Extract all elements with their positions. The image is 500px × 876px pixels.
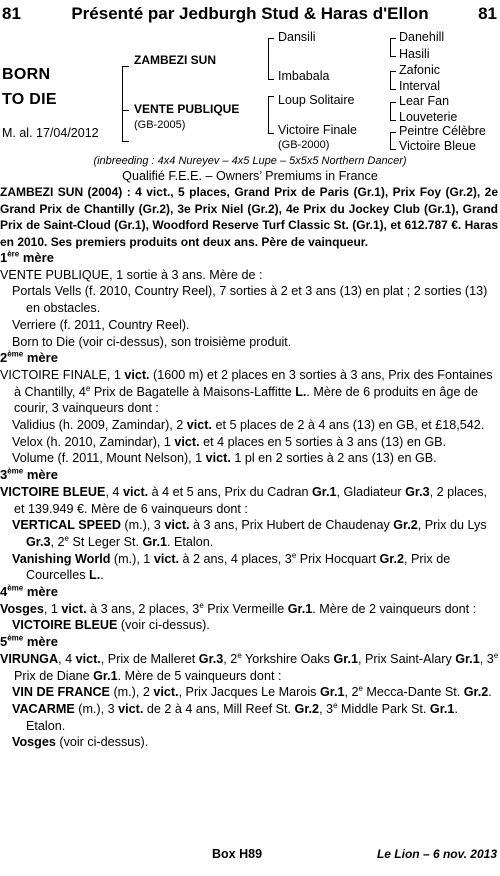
pedigree-bracket-g3-1 — [390, 38, 396, 57]
pedigree-sire: ZAMBEZI SUN — [134, 53, 216, 67]
third-dam-heading: 3ème mère — [0, 466, 58, 483]
fifth-dam-produce-1: VIN DE FRANCE (m.), 2 vict., Prix Jacques Le Marois Gr.1, 2e Mecca-Dante St. Gr.2. — [12, 684, 492, 700]
horse-name-line1: BORN — [2, 66, 51, 83]
second-dam-intro: VICTOIRE FINALE, 1 vict. (1600 m) et 2 places en 3 sorties à 3 ans, Prix des Fontaines à Chantilly, 4e Prix de Bagatelle à Maisons-Laffitte L.. Mère de 6 produits en âge de courir, 3 vainqueurs dont : — [0, 367, 493, 416]
fourth-dam-intro: Vosges, 1 vict. à 3 ans, 2 places, 3e Prix Vermeille Gr.1. Mère de 2 vainqueurs dont : — [0, 600, 477, 616]
box-number: Box H89 — [212, 847, 263, 861]
third-dam-intro: VICTOIRE BLEUE, 4 vict. à 4 et 5 ans, Prix du Cadran Gr.1, Gladiateur Gr.3, 2 places, et 139.949 €. Mère de 6 vainqueurs dont : — [0, 484, 488, 516]
fifth-dam-heading: 5ème mère — [0, 633, 58, 650]
first-dam-produce-3: Born to Die (voir ci-dessus), son troisième produit. — [12, 334, 292, 349]
fifth-dam-produce-2: VACARME (m.), 3 vict. de 2 à 4 ans, Mill Reef St. Gr.2, 3e Middle Park St. Gr.1. Etalon. — [12, 700, 458, 733]
pedigree-dam-note: (GB-2005) — [134, 119, 186, 131]
pedigree-g3-7: Peintre Célèbre — [399, 124, 486, 138]
pedigree-g3-5: Lear Fan — [399, 94, 450, 108]
sale-venue-date: Le Lion – 6 nov. 2013 — [376, 847, 497, 861]
second-dam-produce-2: Velox (h. 2010, Zamindar), 1 vict. et 4 places en 5 sorties à 3 ans (13) en GB. — [12, 434, 447, 449]
pedigree-g3-6: Louveterie — [399, 110, 458, 124]
third-dam-produce-1: VERTICAL SPEED (m.), 3 vict. à 3 ans, Prix Hubert de Chaudenay Gr.2, Prix du Lys Gr.3, 2e St Leger St. Gr.1. Etalon. — [12, 518, 487, 549]
second-dam-produce-1: Validius (h. 2009, Zamindar), 2 vict. et 5 places de 2 à 4 ans (13) en GB, et £18,542. — [12, 418, 485, 433]
pedigree-g3-3: Zafonic — [399, 63, 440, 77]
sire-paragraph: ZAMBEZI SUN (2004) : 4 vict., 5 places, Grand Prix de Paris (Gr.1), Prix Foy (Gr.2), 2e Grand Prix de Chantilly (Gr.2), 3e Prix Niel (Gr.2), 4e Prix du Jockey Club (Gr.1), Grand Prix de Saint-Cloud (Gr.1), Woodford Reserve Turf Classic St. (Gr.1), et 612.787 €. Haras en 2010. Ses premiers produits ont deux ans. Père de vainqueur. — [0, 185, 498, 249]
consignor-title: Présenté par Jedburgh Stud & Haras d'Ellon — [71, 4, 429, 23]
pedigree-g3-1: Danehill — [399, 30, 445, 44]
fourth-dam-produce-1: VICTOIRE BLEUE (voir ci-dessus). — [12, 618, 210, 633]
first-dam-heading: 1ère mère — [0, 249, 54, 265]
catalogue-body — [0, 184, 500, 751]
pedigree-bracket-sire-sire — [268, 38, 274, 80]
pedigree-dam: VENTE PUBLIQUE — [134, 102, 240, 116]
pedigree-bracket-g3-4 — [390, 132, 396, 150]
pedigree-dam-dam: Victoire Finale — [278, 123, 357, 137]
pedigree-sire-sire: Dansili — [278, 30, 316, 44]
pedigree-sire-dam: Imbabala — [278, 69, 330, 83]
pedigree-bracket-g3-3 — [390, 102, 396, 121]
lot-number-left: 81 — [2, 4, 21, 23]
third-dam-produce-2: Vanishing World (m.), 1 vict. à 2 ans, 4 places, 3e Prix Hocquart Gr.2, Prix de Courcelles L.. — [12, 550, 451, 583]
pedigree-dam-dam-note: (GB-2000) — [278, 139, 330, 151]
second-dam-heading: 2ème mère — [0, 349, 58, 366]
first-dam-produce-2: Verriere (f. 2011, Country Reel). — [12, 317, 190, 332]
pedigree-g3-8: Victoire Bleue — [399, 139, 476, 153]
pedigree-bracket-sire — [122, 66, 129, 111]
lot-number-right: 81 — [478, 4, 497, 23]
fifth-dam-intro: VIRUNGA, 4 vict., Prix de Malleret Gr.3, 2e Yorkshire Oaks Gr.1, Prix Saint-Alary Gr.1, 3e Prix de Diane Gr.1. Mère de 5 vainqueurs dont : — [0, 650, 499, 683]
fifth-dam-produce-3: Vosges (voir ci-dessus). — [12, 735, 149, 750]
first-dam-produce-1: Portals Vells (f. 2010, Country Reel), 7 sorties à 2 et 3 ans (13) en plat ; 2 sorties (13) en obstacles. — [12, 284, 488, 316]
pedigree-g3-2: Hasili — [399, 47, 430, 61]
pedigree-bracket-dam — [122, 110, 129, 142]
pedigree-g3-4: Interval — [399, 79, 440, 93]
horse-name-line2: TO DIE — [2, 91, 57, 108]
horse-sex-dob: M. al. 17/04/2012 — [2, 126, 99, 140]
inbreeding-note: (inbreeding : 4x4 Nureyev – 4x5 Lupe – 5x5x5 Northern Dancer) — [93, 155, 407, 167]
fourth-dam-heading: 4ème mère — [0, 583, 58, 600]
first-dam-intro: VENTE PUBLIQUE, 1 sortie à 3 ans. Mère de : — [0, 267, 263, 282]
pedigree-bracket-g3-2 — [390, 71, 396, 90]
qualification-note: Qualifié F.E.E. – Owners’ Premiums in France — [122, 169, 378, 183]
second-dam-produce-3: Volume (f. 2011, Mount Nelson), 1 vict. 1 pl en 2 sorties à 2 ans (13) en GB. — [12, 451, 437, 466]
pedigree-bracket-dam-parents — [268, 96, 274, 134]
pedigree-dam-sire: Loup Solitaire — [278, 93, 355, 107]
